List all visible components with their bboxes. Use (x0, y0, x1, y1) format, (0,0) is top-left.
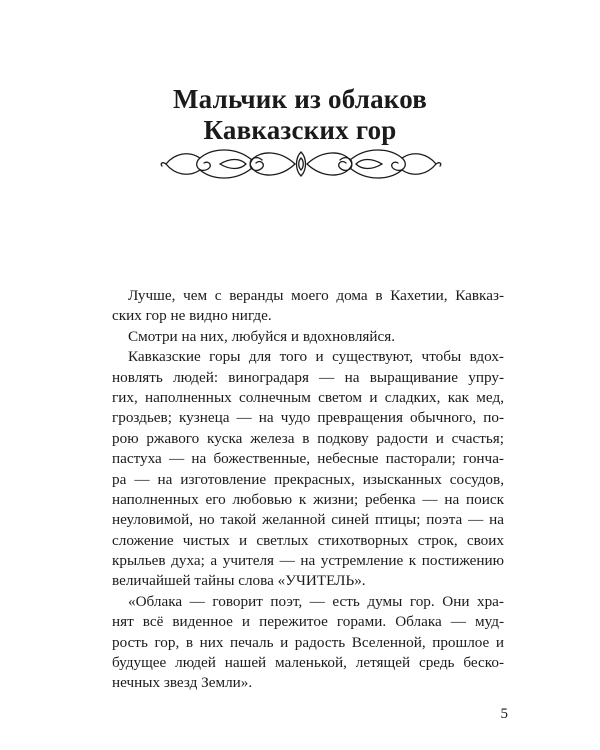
chapter-title-line-2: Кавказских гор (203, 115, 397, 145)
text-line: сложение чистых и светлых стихотворных строк, своих (112, 531, 504, 549)
text-line: величайшей тайны слова «УЧИТЕЛЬ». (112, 572, 366, 590)
text-line: гроздьев; кузнеца — на чудо превращения обычного, по- (112, 409, 504, 427)
text-line: гих, наполненных солнечным светом и сладких, как мед, (112, 388, 504, 406)
chapter-title-line-1: Мальчик из облаков (172, 84, 428, 114)
text-line: нечных звезд Земли». (112, 674, 253, 692)
text-line: рою ржавого куска железа в подкову радости и счастья; (112, 429, 504, 447)
text-line: Кавказские горы для того и существуют, чтобы вдох- (128, 348, 504, 366)
text-line: неуловимой, но такой желанной синей птицы; поэта — на (112, 511, 504, 529)
text-line: Лучше, чем с веранды моего дома в Кахетии, Кавказ- (128, 287, 504, 304)
text-line: крыльев духа; а учителя — на устремление к постижению (112, 552, 504, 570)
flourish-divider-icon (160, 144, 442, 184)
text-line: наполненных его любовью к жизни; ребенка — на поиск (112, 490, 504, 508)
text-line: пастуха — на божественные, небесные пасторали; гонча- (112, 450, 504, 468)
text-line: будущее людей нашей маленькой, летящей средь беско- (112, 654, 504, 672)
page-number: 5 (500, 706, 508, 722)
text-line: ра — на изготовление прекрасных, изысканных сосудов, (112, 470, 504, 488)
text-line: «Облака — говорит поэт, — есть думы гор. Они хра- (128, 592, 504, 610)
body-text (112, 286, 504, 694)
text-line: рость гор, в них печаль и радость Вселенной, прошлое и (112, 633, 504, 651)
text-line: ских гор не видно нигде. (112, 307, 272, 325)
text-line: новлять людей: виноградаря — на выращивание упру- (112, 368, 504, 386)
text-line: Смотри на них, любуйся и вдохновляйся. (128, 327, 396, 345)
chapter-title (0, 84, 600, 146)
text-line: нят всё виденное и пережитое горами. Облака — муд- (112, 613, 504, 631)
